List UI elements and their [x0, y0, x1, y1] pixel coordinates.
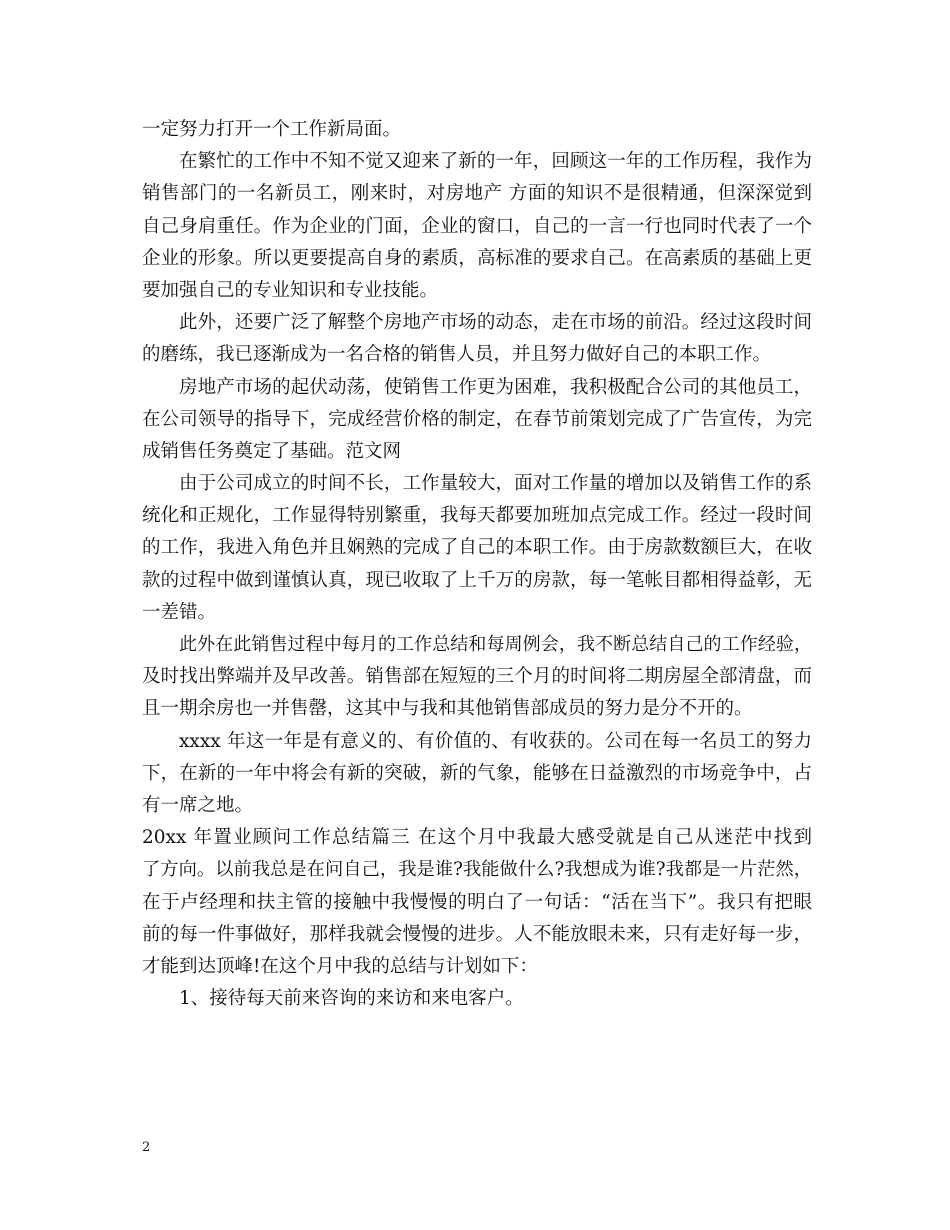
text-line: 要加强自己的专业知识和专业技能。	[142, 279, 439, 301]
text-line: 才能到达顶峰!在这个月中我的总结与计划如下：	[142, 955, 538, 977]
text-line: 前的每一件事做好，那样我就会慢慢的进步。人不能放眼未来，只有走好每一步，	[142, 923, 812, 945]
text-line: 此外，还要广泛了解整个房地产市场的动态，走在市场的前沿。经过这段时间	[179, 312, 812, 334]
text-line: 的磨练，我已逐渐成为一名合格的销售人员，并且努力做好自己的本职工作。	[142, 344, 772, 366]
text-line: 企业的形象。所以更要提高自身的素质，高标准的要求自己。在高素质的基础上更	[142, 247, 812, 269]
text-line: 在繁忙的工作中不知不觉又迎来了新的一年，回顾这一年的工作历程，我作为	[179, 151, 812, 173]
text-line: 销售部门的一名新员工，刚来时，对房地产 方面的知识不是很精通，但深深觉到	[142, 183, 812, 205]
page-number: 2	[142, 1140, 151, 1155]
text-line: 下，在新的一年中将会有新的突破，新的气象，能够在日益激烈的市场竞争中，占	[142, 762, 812, 784]
text-line: 此外在此销售过程中每月的工作总结和每周例会，我不断总结自己的工作经验，	[179, 634, 812, 655]
text-line: 且一期余房也一并售罄，这其中与我和其他销售部成员的努力是分不开的。	[142, 698, 753, 720]
text-line: 由于公司成立的时间不长，工作量较大，面对工作量的增加以及销售工作的系	[179, 473, 812, 495]
text-line: 及时找出弊端并及早改善。销售部在短短的三个月的时间将二期房屋全部清盘，而	[142, 666, 812, 688]
text-line: 自己身肩重任。作为企业的门面，企业的窗口，自己的一言一行也同时代表了一个	[142, 215, 812, 237]
text-line: 有一席之地。	[142, 794, 254, 816]
text-line: 在公司领导的指导下，完成经营价格的制定，在春节前策划完成了广告宣传，为完	[142, 408, 812, 430]
text-line: 1、接待每天前来咨询的来访和来电客户。	[179, 988, 524, 1010]
text-line: 统化和正规化，工作显得特别繁重，我每天都要加班加点完成工作。经过一段时间	[142, 505, 812, 527]
text-line: 成销售任务奠定了基础。范文网	[142, 440, 402, 462]
text-line: 一定努力打开一个工作新局面。	[142, 119, 402, 140]
document-body	[142, 114, 812, 1015]
text-line: 款的过程中做到谨慎认真，现已收取了上千万的房款，每一笔帐目都相得益彰，无	[142, 569, 812, 591]
text-line: 在于卢经理和扶主管的接触中我慢慢的明白了一句话：“活在当下”。我只有把眼	[142, 891, 812, 913]
text-line: 20xx 年置业顾问工作总结篇三 在这个月中我最大感受就是自己从迷茫中找到	[142, 827, 812, 849]
text-line: 一差错。	[142, 601, 217, 623]
text-line: 的工作，我进入角色并且娴熟的完成了自己的本职工作。由于房款数额巨大，在收	[142, 537, 812, 559]
text-line: 房地产市场的起伏动荡，使销售工作更为困难，我积极配合公司的其他员工，	[179, 376, 812, 398]
text-line: 了方向。以前我总是在问自己，我是谁?我能做什么?我想成为谁?我都是一片茫然，	[142, 859, 812, 881]
text-line: xxxx 年这一年是有意义的、有价值的、有收获的。公司在每一名员工的努力	[179, 730, 812, 752]
